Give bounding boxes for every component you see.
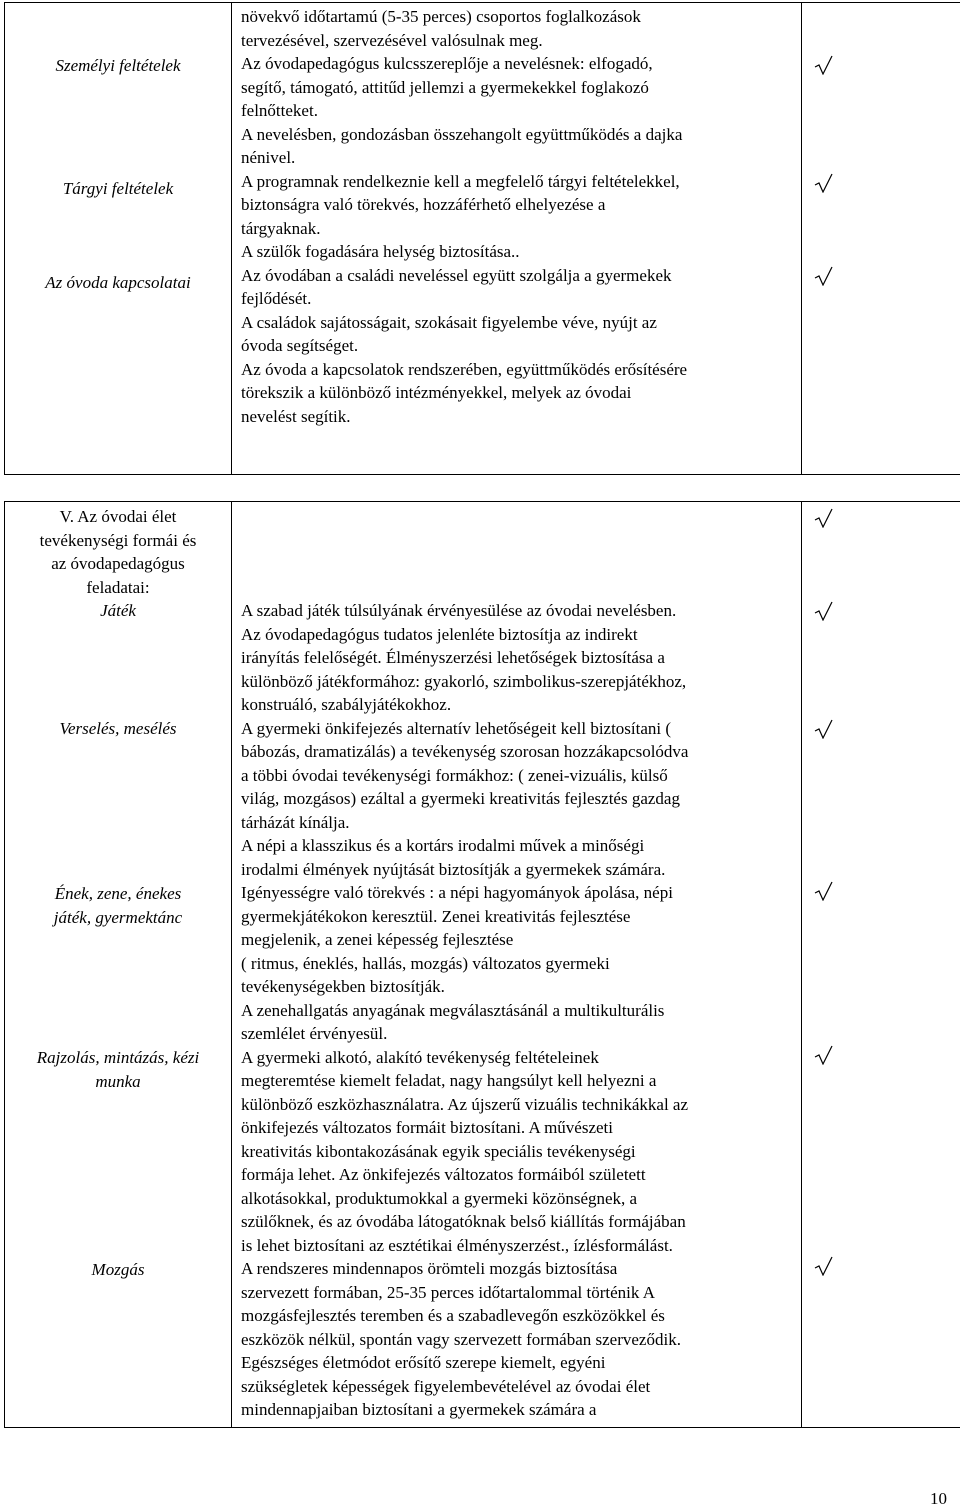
text-line: megjelenik, a zenei képesség fejlesztése: [241, 928, 795, 952]
text-line: felnőtteket.: [241, 99, 795, 123]
text-line: tárgyaknak.: [241, 217, 795, 241]
text-line: A szabad játék túlsúlyának érvényesülése az óvodai nevelésben.: [241, 599, 795, 623]
label-szemelyi-feltetelek: Személyi feltételek: [5, 54, 231, 78]
text-line: fejlődését.: [241, 287, 795, 311]
text-line: mozgásfejlesztés teremben és a szabadlevegőn eszközökkel és: [241, 1304, 795, 1328]
text-line: szülőknek, és az óvodába látogatóknak belső kiállítás formájában: [241, 1210, 795, 1234]
section-heading: V. Az óvodai élet: [5, 505, 231, 529]
label-enek-zene: Ének, zene, énekes: [5, 882, 231, 906]
text-line: kreativitás kibontakozásának egyik speciális tevékenységi: [241, 1140, 795, 1164]
checkmark-icon: [814, 719, 834, 739]
label-ovoda-kapcsolatai: Az óvoda kapcsolatai: [5, 271, 231, 295]
text-line: nénivel.: [241, 146, 795, 170]
text-line: segítő, támogató, attitűd jellemzi a gyermekekkel foglakozó: [241, 76, 795, 100]
activities-labels-cell: [5, 502, 232, 1428]
text-line: A nevelésben, gondozásban összehangolt együttműködés a dajka: [241, 123, 795, 147]
conditions-check-cell: [802, 3, 960, 475]
text-line: irányítás felelőségét. Élményszerzési lehetőségek biztosítása a: [241, 646, 795, 670]
text-line: világ, mozgásos) ezáltal a gyermeki kreativitás fejlesztés gazdag: [241, 787, 795, 811]
text-line: gyermekjátékokon keresztül. Zenei kreativitás fejlesztése: [241, 905, 795, 929]
text-line: Egészséges életmódot erősítő szerepe kiemelt, egyéni: [241, 1351, 795, 1375]
page-number: 10: [930, 1487, 947, 1511]
label-verseles-meseles: Verselés, mesélés: [5, 717, 231, 741]
text-line: A szülők fogadására helység biztosítása..: [241, 240, 795, 264]
label-mozgas: Mozgás: [5, 1258, 231, 1282]
text-line: a többi óvodai tevékenységi formákhoz: ( zenei-vizuális, külső: [241, 764, 795, 788]
text-line: különböző játékformához: gyakorló, szimbolikus-szerepjátékhoz,: [241, 670, 795, 694]
section-heading: az óvodapedagógus: [5, 552, 231, 576]
label-jatek: Játék: [5, 599, 231, 623]
activities-content-cell: [232, 502, 802, 1428]
text-line: A családok sajátosságait, szokásait figyelembe véve, nyújt az: [241, 311, 795, 335]
checkmark-icon: [814, 601, 834, 621]
text-line: különböző eszközhasználatra. Az újszerű vizuális technikákkal az: [241, 1093, 795, 1117]
text-line: növekvő időtartamú (5-35 perces) csoportos foglalkozások: [241, 5, 795, 29]
text-line: óvoda segítséget.: [241, 334, 795, 358]
conditions-labels-cell: [5, 3, 232, 475]
text-line: A népi a klasszikus és a kortárs irodalmi művek a minőségi: [241, 834, 795, 858]
text-line: tárházát kínálja.: [241, 811, 795, 835]
text-line: konstruáló, szabályjátékokhoz.: [241, 693, 795, 717]
text-line: biztonságra való törekvés, hozzáférhető elhelyezése a: [241, 193, 795, 217]
text-line: A zenehallgatás anyagának megválasztásánál a multikulturális: [241, 999, 795, 1023]
text-line: ( ritmus, éneklés, hallás, mozgás) változatos gyermeki: [241, 952, 795, 976]
text-line: törekszik a különböző intézményekkel, melyek az óvodai: [241, 381, 795, 405]
activities-check-cell: [802, 502, 960, 1428]
text-line: A gyermeki alkotó, alakító tevékenység feltételeinek: [241, 1046, 795, 1070]
text-line: irodalmi élmények nyújtását biztosítják a gyermekek számára.: [241, 858, 795, 882]
checkmark-icon: [814, 1045, 834, 1065]
conditions-table: [4, 2, 960, 475]
label-enek-zene: játék, gyermektánc: [5, 906, 231, 930]
conditions-content-cell: [232, 3, 802, 475]
checkmark-icon: [814, 1256, 834, 1276]
checkmark-icon: [814, 881, 834, 901]
checkmark-icon: [814, 508, 834, 528]
text-line: Az óvodapedagógus tudatos jelenléte biztosítja az indirekt: [241, 623, 795, 647]
text-line: szemlélet érvényesül.: [241, 1022, 795, 1046]
text-line: tervezésével, szervezésével valósulnak meg.: [241, 29, 795, 53]
text-line: eszközök nélkül, spontán vagy szervezett formában szerveződik.: [241, 1328, 795, 1352]
checkmark-icon: [814, 55, 834, 75]
text-line: mindennapjaiban biztosítani a gyermekek számára a: [241, 1398, 795, 1422]
text-line: önkifejezés változatos formáit biztosítani. A művészeti: [241, 1116, 795, 1140]
activities-table: [4, 501, 960, 1428]
section-heading: tevékenységi formái és: [5, 529, 231, 553]
text-line: A programnak rendelkeznie kell a megfelelő tárgyi feltételekkel,: [241, 170, 795, 194]
text-line: nevelést segítik.: [241, 405, 795, 429]
text-line: Az óvodapedagógus kulcsszereplője a nevelésnek: elfogadó,: [241, 52, 795, 76]
text-line: Az óvodában a családi neveléssel együtt szolgálja a gyermekek: [241, 264, 795, 288]
checkmark-icon: [814, 173, 834, 193]
label-rajzolas: Rajzolás, mintázás, kézi: [5, 1046, 231, 1070]
label-rajzolas: munka: [5, 1070, 231, 1094]
text-line: Az óvoda a kapcsolatok rendszerében, együttműködés erősítésére: [241, 358, 795, 382]
text-line: A gyermeki önkifejezés alternatív lehetőségeit kell biztosítani (: [241, 717, 795, 741]
text-line: szükségletek képességek figyelembevételével az óvodai élet: [241, 1375, 795, 1399]
text-line: alkotásokkal, produktumokkal a gyermeki közönségnek, a: [241, 1187, 795, 1211]
text-line: A rendszeres mindennapos örömteli mozgás biztosítása: [241, 1257, 795, 1281]
checkmark-icon: [814, 266, 834, 286]
text-line: formája lehet. Az önkifejezés változatos formáiból született: [241, 1163, 795, 1187]
text-line: bábozás, dramatizálás) a tevékenység szorosan hozzákapcsolódva: [241, 740, 795, 764]
text-line: megteremtése kiemelt feladat, nagy hangsúlyt kell helyezni a: [241, 1069, 795, 1093]
section-heading: feladatai:: [5, 576, 231, 600]
text-line: is lehet biztosítani az esztétikai élményszerzést., ízlésformálást.: [241, 1234, 795, 1258]
text-line: Igényességre való törekvés : a népi hagyományok ápolása, népi: [241, 881, 795, 905]
text-line: szervezett formában, 25-35 perces időtartalommal történik A: [241, 1281, 795, 1305]
text-line: tevékenységekben biztosítják.: [241, 975, 795, 999]
label-targyi-feltetelek: Tárgyi feltételek: [5, 177, 231, 201]
